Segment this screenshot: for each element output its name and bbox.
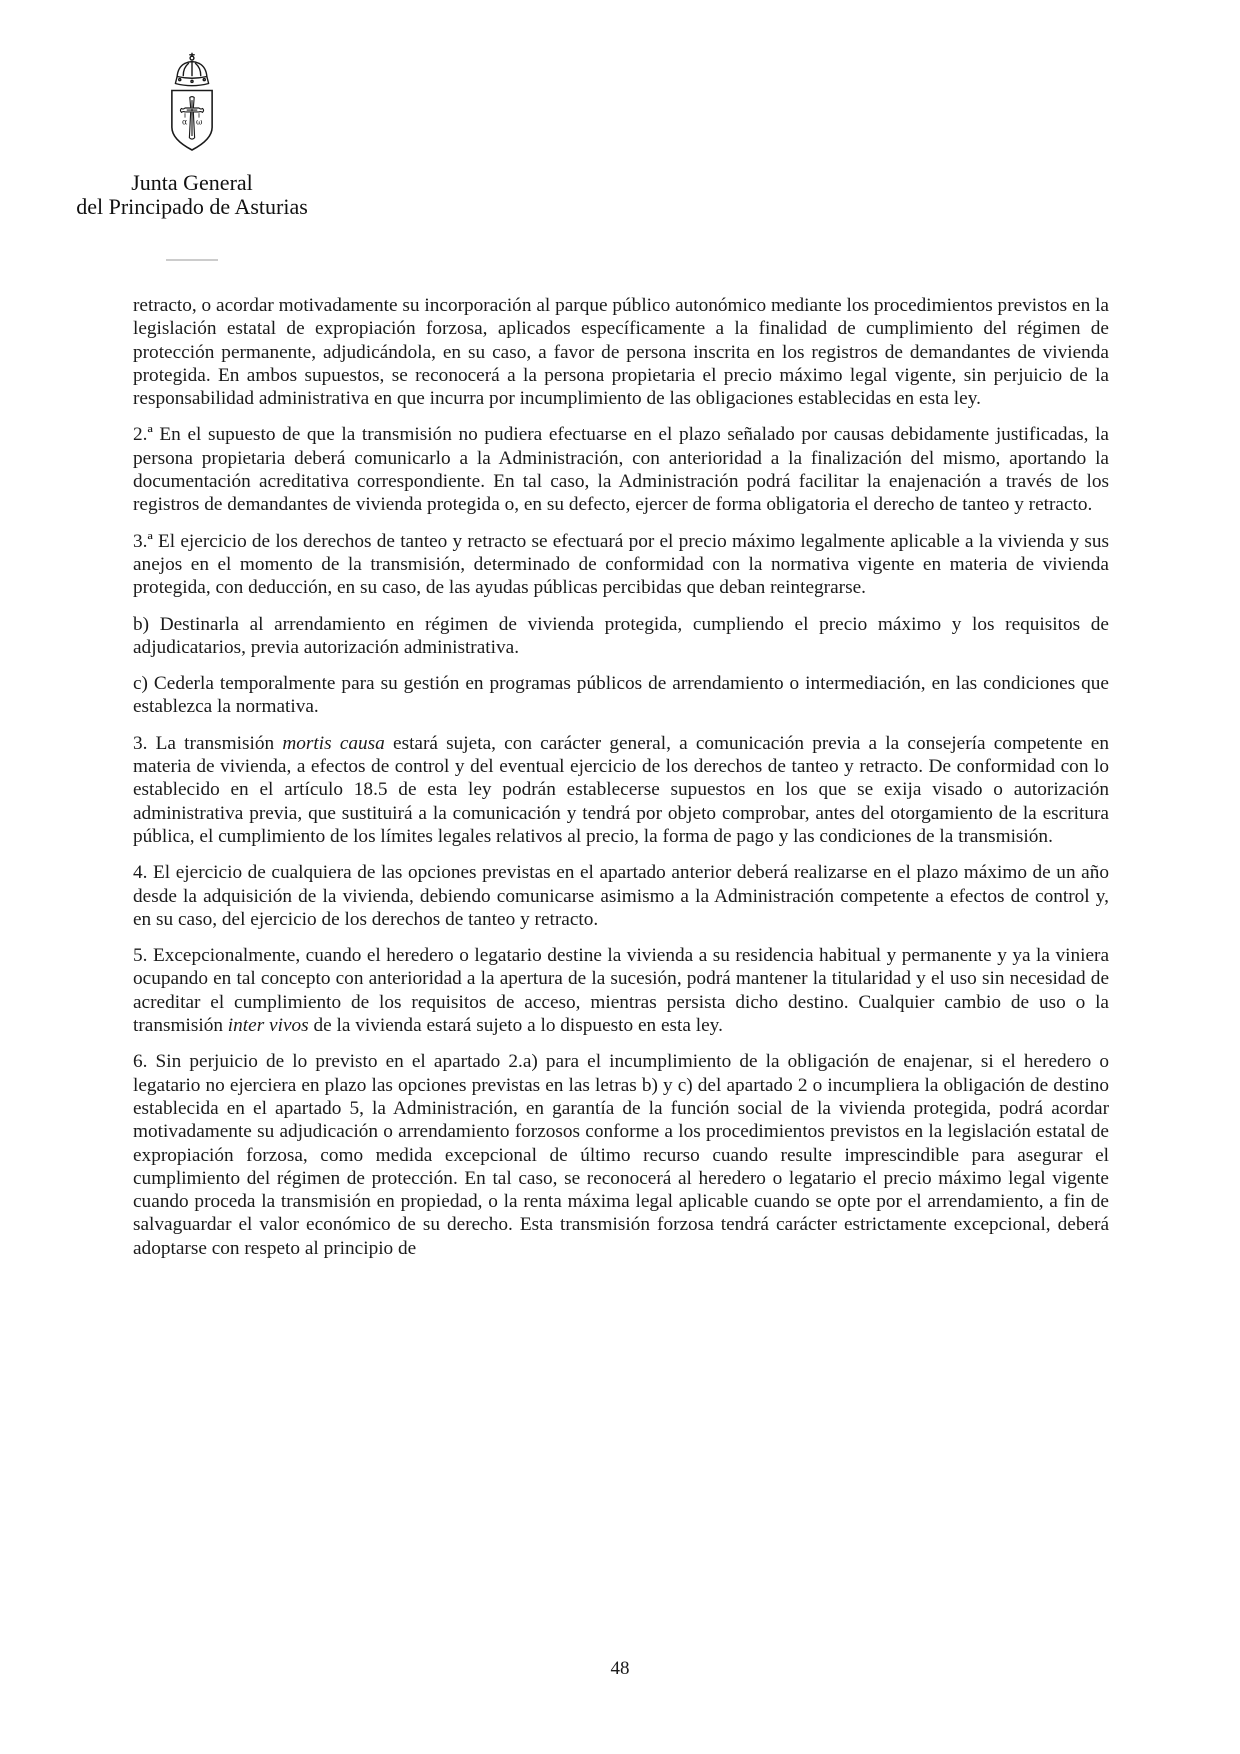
paragraph-segment: b) Destinarla al arrendamiento en régimen de vivienda protegida, cumpliendo el precio máximo y los requisitos de adjudicatarios, previa autorización administrativa. <box>133 613 1109 658</box>
paragraph <box>133 732 1109 848</box>
letterhead <box>72 52 312 261</box>
paragraph-segment: c) Cederla temporalmente para su gestión en programas públicos de arrendamiento o intermediación, en las condiciones que establezca la normativa. <box>133 673 1109 718</box>
omega-glyph: ω <box>195 117 203 127</box>
paragraph-segment: 3.ª El ejercicio de los derechos de tanteo y retracto se efectuará por el precio máximo legalmente aplicable a la vivienda y sus anejos en el momento de la transmisión, determinado de conformidad con la normativa vigente en materia de vivienda protegida, con deducción, en su caso, de las ayudas públicas percibidas que deban reintegrarse. <box>133 530 1109 599</box>
org-name-line2: del Principado de Asturias <box>76 194 308 219</box>
paragraph-segment: 6. Sin perjuicio de lo previsto en el apartado 2.a) para el incumplimiento de la obligación de enajenar, si el heredero o legatario no ejerciera en plazo las opciones previstas en las letras b) y c) del apartado 2 o incumpliera la obligación de destino establecida en el apartado 5, la Administración, en garantía de la función social de la vivienda protegida, podrá acordar motivadamente su adjudicación o arrendamiento forzosos conforme a los procedimientos previstos en la legislación estatal de expropiación forzosa, como medida excepcional de último recurso cuando resulte imprescindible para asegurar el cumplimiento del régimen de protección. En tal caso, se reconocerá al heredero o legatario el precio máximo legal vigente cuando proceda la transmisión en propiedad, o la renta máxima legal aplicable cuando se opte por el arrendamiento, a fin de salvaguardar el valor económico de su derecho. Esta transmisión forzosa tendrá carácter estrictamente excepcional, deberá adoptarse con respeto al principio de <box>133 1051 1109 1259</box>
paragraph <box>133 672 1109 719</box>
paragraph-italic-segment: mortis causa <box>282 732 385 754</box>
document-body <box>133 294 1109 1273</box>
paragraph-segment: 3. La transmisión <box>133 732 283 754</box>
header-divider <box>166 259 218 261</box>
paragraph <box>133 861 1109 931</box>
paragraph <box>133 944 1109 1037</box>
paragraph-italic-segment: inter vivos <box>227 1015 309 1037</box>
paragraph-segment: 5. Excepcionalmente, cuando el heredero o legatario destine la vivienda a su residencia habitual y permanente y ya la viniera ocupando en tal concepto con anterioridad a la apertura de la sucesión, podrá mantener la titularidad y el uso sin necesidad de acreditar el cumplimiento de los requisitos de acceso, mientras persista dicho destino. Cualquier cambio de uso o la transmisión <box>133 945 1109 1037</box>
alpha-glyph: α <box>181 117 188 127</box>
paragraph <box>133 423 1109 516</box>
paragraph-segment: estará sujeta, con carácter general, a comunicación previa a la consejería competente en materia de vivienda, a efectos de control y del eventual ejercicio de los derechos de tanteo y retracto. De conformidad con lo establecido en el artículo 18.5 de esta ley podrán establecerse supuestos en los que se exija visado o autorización administrativa previa, que sustituirá a la comunicación y tendrá por objeto comprobar, antes del otorgamiento de la escritura pública, el cumplimiento de los límites legales relativos al precio, la forma de pago y las condiciones de la transmisión. <box>133 732 1110 847</box>
paragraph-segment: retracto, o acordar motivadamente su incorporación al parque público autonómico mediante los procedimientos previstos en la legislación estatal de expropiación forzosa, aplicados específicamente a la finalidad de cumplimiento del régimen de protección permanente, adjudicándola, en su caso, a favor de persona inscrita en los registros de demandantes de vivienda protegida. En ambos supuestos, se reconocerá a la persona propietaria el precio máximo legal vigente, sin perjuicio de la responsabilidad administrativa en que incurra por incumplimiento de las obligaciones establecidas en esta ley. <box>133 295 1109 410</box>
paragraph-segment: 2.ª En el supuesto de que la transmisión no pudiera efectuarse en el plazo señalado por causas debidamente justificadas, la persona propietaria deberá comunicarlo a la Administración, con anterioridad a la finalización del mismo, aportando la documentación acreditativa correspondiente. En tal caso, la Administración podrá facilitar la enajenación a través de los registros de demandantes de vivienda protegida o, en su defecto, ejercer de forma obligatoria el derecho de tanteo y retracto. <box>133 424 1109 516</box>
paragraph <box>133 613 1109 660</box>
org-name-line1: Junta General <box>131 170 253 195</box>
paragraph <box>133 530 1109 600</box>
paragraph <box>133 294 1109 410</box>
paragraph <box>133 1050 1109 1260</box>
paragraph-segment: 4. El ejercicio de cualquiera de las opciones previstas en el apartado anterior deberá realizarse en el plazo máximo de un año desde la adquisición de la vivienda, debiendo comunicarse asimismo a la Administración competente a efectos de control y, en su caso, del ejercicio de los derechos de tanteo y retracto. <box>133 862 1109 930</box>
paragraph-segment: de la vivienda estará sujeto a lo dispuesto en esta ley. <box>308 1015 723 1037</box>
asturias-coat-of-arms-icon <box>148 52 236 169</box>
page-number: 48 <box>610 1658 630 1679</box>
